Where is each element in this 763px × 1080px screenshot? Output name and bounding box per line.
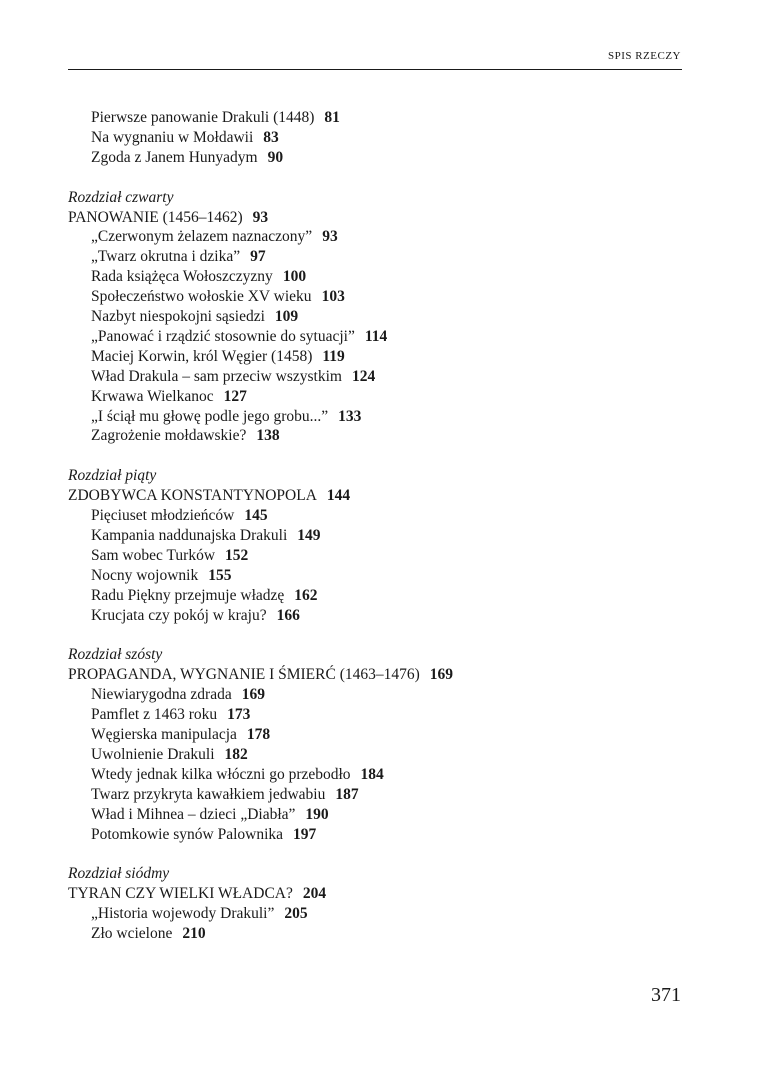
toc-entry: „I ściął mu głowę podle jego grobu...” 133: [91, 407, 362, 425]
entry-page: 162: [294, 586, 318, 604]
entry-page: 133: [338, 407, 362, 425]
toc-entry: Uwolnienie Drakuli 182: [91, 745, 248, 763]
chapter-page: 204: [302, 885, 327, 903]
toc-entry: [68, 148, 688, 168]
toc-entry: Wład i Mihnea – dzieci „Diabła” 190: [91, 805, 329, 823]
page-number: 371: [651, 984, 681, 1006]
chapter-title: PROPAGANDA, WYGNANIE I ŚMIERĆ (1463–1476) 169: [68, 666, 454, 684]
entry-page: 114: [364, 327, 388, 345]
toc-entry: Sam wobec Turków 152: [91, 546, 249, 564]
chapter-label: Rozdział szósty: [68, 646, 163, 664]
toc-entry: Pięciuset młodzieńców 145: [91, 507, 268, 525]
toc-entry: Kampania naddunajska Drakuli 149: [91, 527, 321, 544]
entry-page: 138: [256, 427, 280, 445]
toc-entry: Nocny wojownik 155: [91, 566, 232, 584]
chapter-label: Rozdział siódmy: [68, 865, 170, 883]
entry-page: 190: [305, 805, 329, 823]
entry-page: 197: [293, 825, 317, 843]
entry-page: 166: [276, 606, 300, 624]
entry-page: 97: [250, 248, 266, 266]
entry-page: 169: [241, 686, 265, 704]
entry-page: 145: [244, 507, 268, 525]
entry-page: 109: [274, 308, 299, 326]
toc-chapter-4: [68, 188, 688, 447]
chapter-page: 169: [429, 666, 454, 684]
toc-chapter-7: [68, 864, 688, 944]
running-title: SPIS RZECZY: [607, 50, 681, 62]
entry-page: 127: [223, 387, 247, 405]
toc-entry: Nazbyt niespokojni sąsiedzi 109: [91, 308, 299, 326]
toc-entry: [68, 108, 688, 128]
chapter-title: TYRAN CZY WIELKI WŁADCA? 204: [68, 885, 327, 903]
toc-entry: „Panować i rządzić stosownie do sytuacji” 114: [91, 327, 388, 345]
toc-entry: Wtedy jednak kilka włóczni go przebodło 184: [91, 765, 384, 783]
toc-entry: Społeczeństwo wołoskie XV wieku 103: [91, 288, 345, 306]
entry-title: Na wygnaniu w Mołdawii: [91, 128, 254, 146]
toc-entry: Wład Drakula – sam przeciw wszystkim 124: [91, 367, 376, 385]
toc-chapter-6: [68, 645, 688, 844]
toc-entry: „Historia wojewody Drakuli” 205: [91, 905, 308, 923]
chapter-label: Rozdział czwarty: [68, 188, 174, 206]
chapter-label: Rozdział piąty: [68, 467, 157, 485]
table-of-contents: [68, 108, 688, 944]
entry-page: 103: [321, 288, 345, 306]
toc-entry: Maciej Korwin, król Węgier (1458) 119: [91, 347, 345, 365]
toc-entry: Krwawa Wielkanoc 127: [91, 387, 247, 405]
chapter-title: PANOWANIE (1456–1462) 93: [68, 208, 269, 226]
toc-entry: Niewiarygodna zdrada 169: [91, 686, 265, 704]
chapter-page: 93: [252, 208, 269, 226]
entry-page: 100: [282, 268, 307, 286]
entry-page: 90: [267, 148, 284, 166]
toc-entry: Zło wcielone 210: [91, 925, 206, 943]
toc-entry: Radu Piękny przejmuje władzę 162: [91, 586, 318, 604]
entry-page: 210: [182, 925, 206, 943]
entry-page: 152: [225, 546, 249, 564]
entry-page: 155: [208, 566, 232, 584]
entry-page: 149: [297, 527, 321, 544]
entry-page: 93: [322, 228, 338, 246]
entry-page: 119: [322, 347, 345, 365]
entry-page: 187: [335, 785, 359, 803]
toc-entry: Pamflet z 1463 roku 173: [91, 706, 251, 724]
toc-entry: Rada książęca Wołoszczyzny 100: [91, 268, 307, 286]
toc-entry: „Twarz okrutna i dzika” 97: [91, 248, 266, 266]
chapter-title: ZDOBYWCA KONSTANTYNOPOLA 144: [68, 487, 351, 505]
entry-page: 83: [263, 128, 279, 146]
toc-entry: Krucjata czy pokój w kraju? 166: [91, 606, 300, 624]
entry-page: 205: [284, 905, 308, 923]
chapter-page: 144: [326, 487, 351, 505]
toc-continued-block: [68, 108, 688, 168]
toc-entry: Węgierska manipulacja 178: [91, 726, 271, 744]
entry-page: 81: [324, 109, 340, 126]
entry-title: Zgoda z Janem Hunyadym: [91, 148, 258, 166]
header-rule: [68, 69, 682, 70]
toc-entry: Potomkowie synów Palownika 197: [91, 825, 317, 843]
toc-entry: Twarz przykryta kawałkiem jedwabiu 187: [91, 785, 359, 803]
entry-page: 178: [246, 726, 271, 744]
toc-entry: „Czerwonym żelazem naznaczony” 93: [91, 228, 338, 246]
entry-page: 184: [360, 765, 384, 783]
entry-title: Pierwsze panowanie Drakuli (1448): [91, 109, 315, 126]
entry-page: 124: [351, 367, 376, 385]
entry-page: 173: [227, 706, 251, 724]
toc-entry: Zagrożenie mołdawskie? 138: [91, 427, 280, 445]
toc-chapter-5: [68, 466, 688, 625]
toc-entry: [68, 128, 688, 148]
entry-page: 182: [224, 745, 248, 763]
